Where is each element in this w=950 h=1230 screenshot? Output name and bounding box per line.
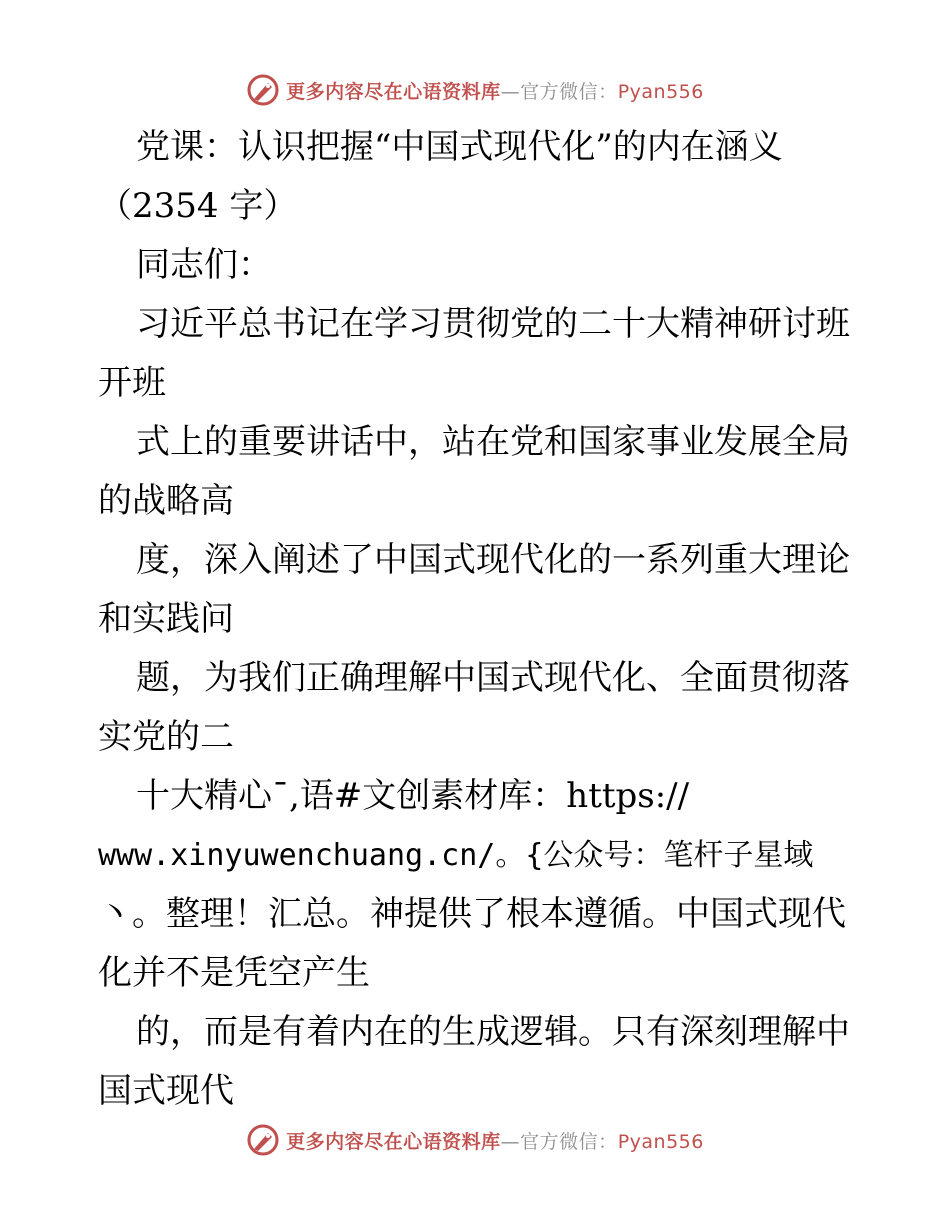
- footer-banner-text: [286, 1127, 704, 1154]
- document-body: [98, 118, 858, 1121]
- header-site-name: 更多内容尽在心语资料库: [286, 80, 501, 103]
- paragraph-line: 十大精心¯,语#文创素材库：https://: [136, 776, 690, 816]
- pen-nib-logo-icon: [246, 73, 280, 107]
- footer-banner: [0, 1120, 950, 1160]
- salutation: 同志们：: [136, 245, 272, 285]
- paragraph-line: 习近平总书记在学习贯彻党的二十大精神研讨班: [136, 304, 850, 344]
- paragraph-line: 化并不是凭空产生: [98, 953, 370, 993]
- footer-wechat-label: —官方微信：: [500, 1130, 618, 1153]
- paragraph-line: 的战略高: [98, 481, 234, 521]
- header-wechat-label: —官方微信：: [500, 80, 618, 103]
- paragraph-line: 开班: [98, 363, 166, 403]
- paragraph-line: 实党的二: [98, 717, 234, 757]
- footer-wechat-id: Pyan556: [617, 1130, 704, 1153]
- paragraph-line: 度，深入阐述了中国式现代化的一系列重大理论: [136, 540, 850, 580]
- header-wechat-id: Pyan556: [617, 80, 704, 103]
- header-banner-text: [286, 77, 704, 104]
- header-banner: [0, 70, 950, 110]
- pen-nib-logo-icon: [246, 1123, 280, 1157]
- paragraph-line: 和实践问: [98, 599, 234, 639]
- document-title: 党课：认识把握“中国式现代化”的内在涵义: [136, 127, 783, 167]
- paragraph-line: 题，为我们正确理解中国式现代化、全面贯彻落: [136, 658, 850, 698]
- paragraph-line: 的，而是有着内在的生成逻辑。只有深刻理解中: [136, 1012, 850, 1052]
- paragraph-line: 国式现代: [98, 1071, 234, 1111]
- paragraph-line: 丶。整理！汇总。神提供了根本遵循。中国式现代: [98, 894, 846, 934]
- word-count: （2354 字）: [98, 186, 298, 226]
- paragraph-line: 式上的重要讲话中，站在党和国家事业发展全局: [136, 422, 850, 462]
- footer-site-name: 更多内容尽在心语资料库: [286, 1130, 501, 1153]
- paragraph-line: www.xinyuwenchuang.cn/。{公众号：笔杆子星域: [98, 838, 814, 873]
